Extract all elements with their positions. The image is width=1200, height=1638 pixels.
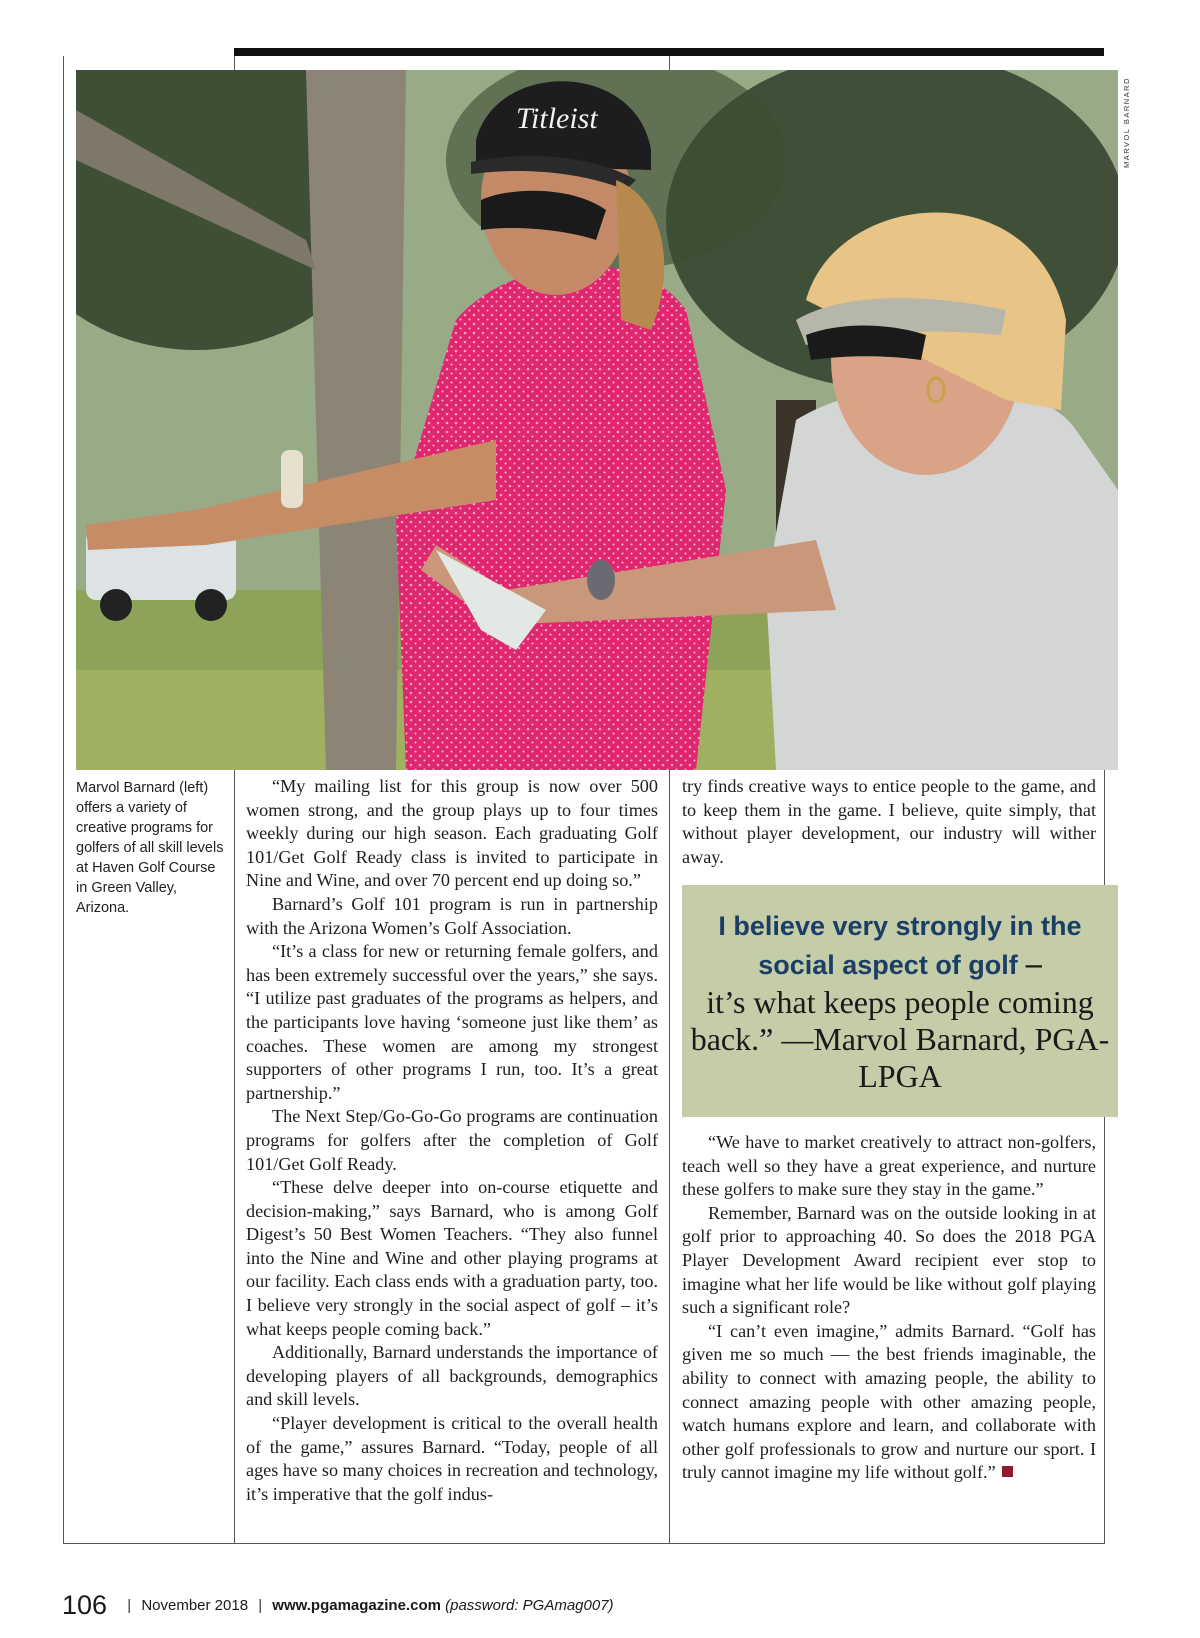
page-number: 106 <box>62 1590 108 1620</box>
article-column-2-top <box>682 775 1096 869</box>
frame-divider-2-lower <box>669 770 670 1543</box>
paragraph: Additionally, Barnard understands the importance of developing players of all backgrounds, demographics and skill levels. <box>246 1342 658 1410</box>
paragraph: “My mailing list for this group is now over 500 women strong, and the group plays up to four times weekly during our high season. Each graduating Golf 101/Get Golf Ready class is invited to participate in Nine and Wine, and over 70 percent end up doing so.” <box>246 776 658 891</box>
cap-logo-text: Titleist <box>516 102 598 135</box>
pull-quote-attribution: it’s what keeps people coming back.” —Marvol Barnard, PGA-LPGA <box>690 984 1110 1094</box>
end-mark-icon <box>1002 1466 1013 1477</box>
page-footer <box>62 1590 614 1620</box>
frame-bottom-line <box>63 1543 1105 1544</box>
paragraph: The Next Step/Go-Go-Go programs are continuation programs for golfers after the completion of Golf 101/Get Golf Ready. <box>246 1106 658 1174</box>
password-note: (password: PGAmag007) <box>445 1597 614 1614</box>
issue-date: November 2018 <box>141 1597 249 1614</box>
photo-credit: MARVOL BARNARD <box>1122 76 1131 168</box>
frame-divider-1 <box>234 56 235 70</box>
photo-caption: Marvol Barnard (left) offers a variety of creative programs for golfers of all skill levels at Haven Golf Course in Green Valley, Arizona. <box>76 780 224 916</box>
photo-golf-lesson <box>76 70 1118 770</box>
pull-quote-bold: I believe very strongly in the social aspect of golf <box>718 911 1082 980</box>
paragraph: “We have to market creatively to attract non-golfers, teach well so they have a great experience, and nurture these golfers to make sure they stay in the game.” <box>682 1132 1096 1200</box>
footer-separator: | <box>258 1597 263 1614</box>
pull-quote-dash: – <box>1017 945 1042 981</box>
pull-quote-lead <box>682 907 1118 984</box>
paragraph: try finds creative ways to entice people to the game, and to keep them in the game. I believe, quite simply, that without player development, our industry will wither away. <box>682 776 1096 867</box>
pull-quote <box>682 885 1118 1117</box>
paragraph-text: “I can’t even imagine,” admits Barnard. “Golf has given me so much — the best friends imaginable, the ability to connect with amazing people, the ability to connect amazing people with other amazing people, watch humans explore and learn, and collaborate with other golf professionals to grow and nurture our sport. I truly cannot imagine my life without golf.” <box>682 1320 1096 1483</box>
frame-divider-2 <box>669 56 670 70</box>
article-column-2-bottom <box>682 1131 1096 1485</box>
top-rule <box>234 48 1104 56</box>
paragraph: “Player development is critical to the overall health of the game,” assures Barnard. “Today, people of all ages have so many choices in recreation and technology, it’s imperative that the golf indus- <box>246 1413 658 1504</box>
paragraph <box>682 1320 1096 1485</box>
article-column-1 <box>246 775 658 1506</box>
frame-divider-1-lower <box>234 770 235 1543</box>
paragraph: Barnard’s Golf 101 program is run in partnership with the Arizona Women’s Golf Association. <box>246 893 658 938</box>
paragraph: “It’s a class for new or returning female golfers, and has been extremely successful over the years,” she says. “I utilize past graduates of the programs as helpers, and the participants love having ‘someone just like them’ as coaches. These women are among my strongest supporters of other programs I run, too. It’s a great partnership.” <box>246 941 658 1103</box>
paragraph: “These delve deeper into on-course etiquette and decision-making,” says Barnard, who is among Golf Digest’s 50 Best Women Teachers. “They also funnel into the Nine and Wine and other playing programs at our facility. Each class ends with a graduation party, too. I believe very strongly in the social aspect of golf – it’s what keeps people coming back.” <box>246 1177 658 1339</box>
photo-illustration <box>76 70 1118 770</box>
footer-separator: | <box>127 1597 132 1614</box>
website-link[interactable]: www.pgamagazine.com <box>272 1597 441 1614</box>
frame-left-line <box>63 56 64 1543</box>
paragraph: Remember, Barnard was on the outside looking in at golf prior to approaching 40. So does the 2018 PGA Player Development Award recipient ever stop to imagine what her life would be like without golf playing such a significant role? <box>682 1202 1096 1318</box>
